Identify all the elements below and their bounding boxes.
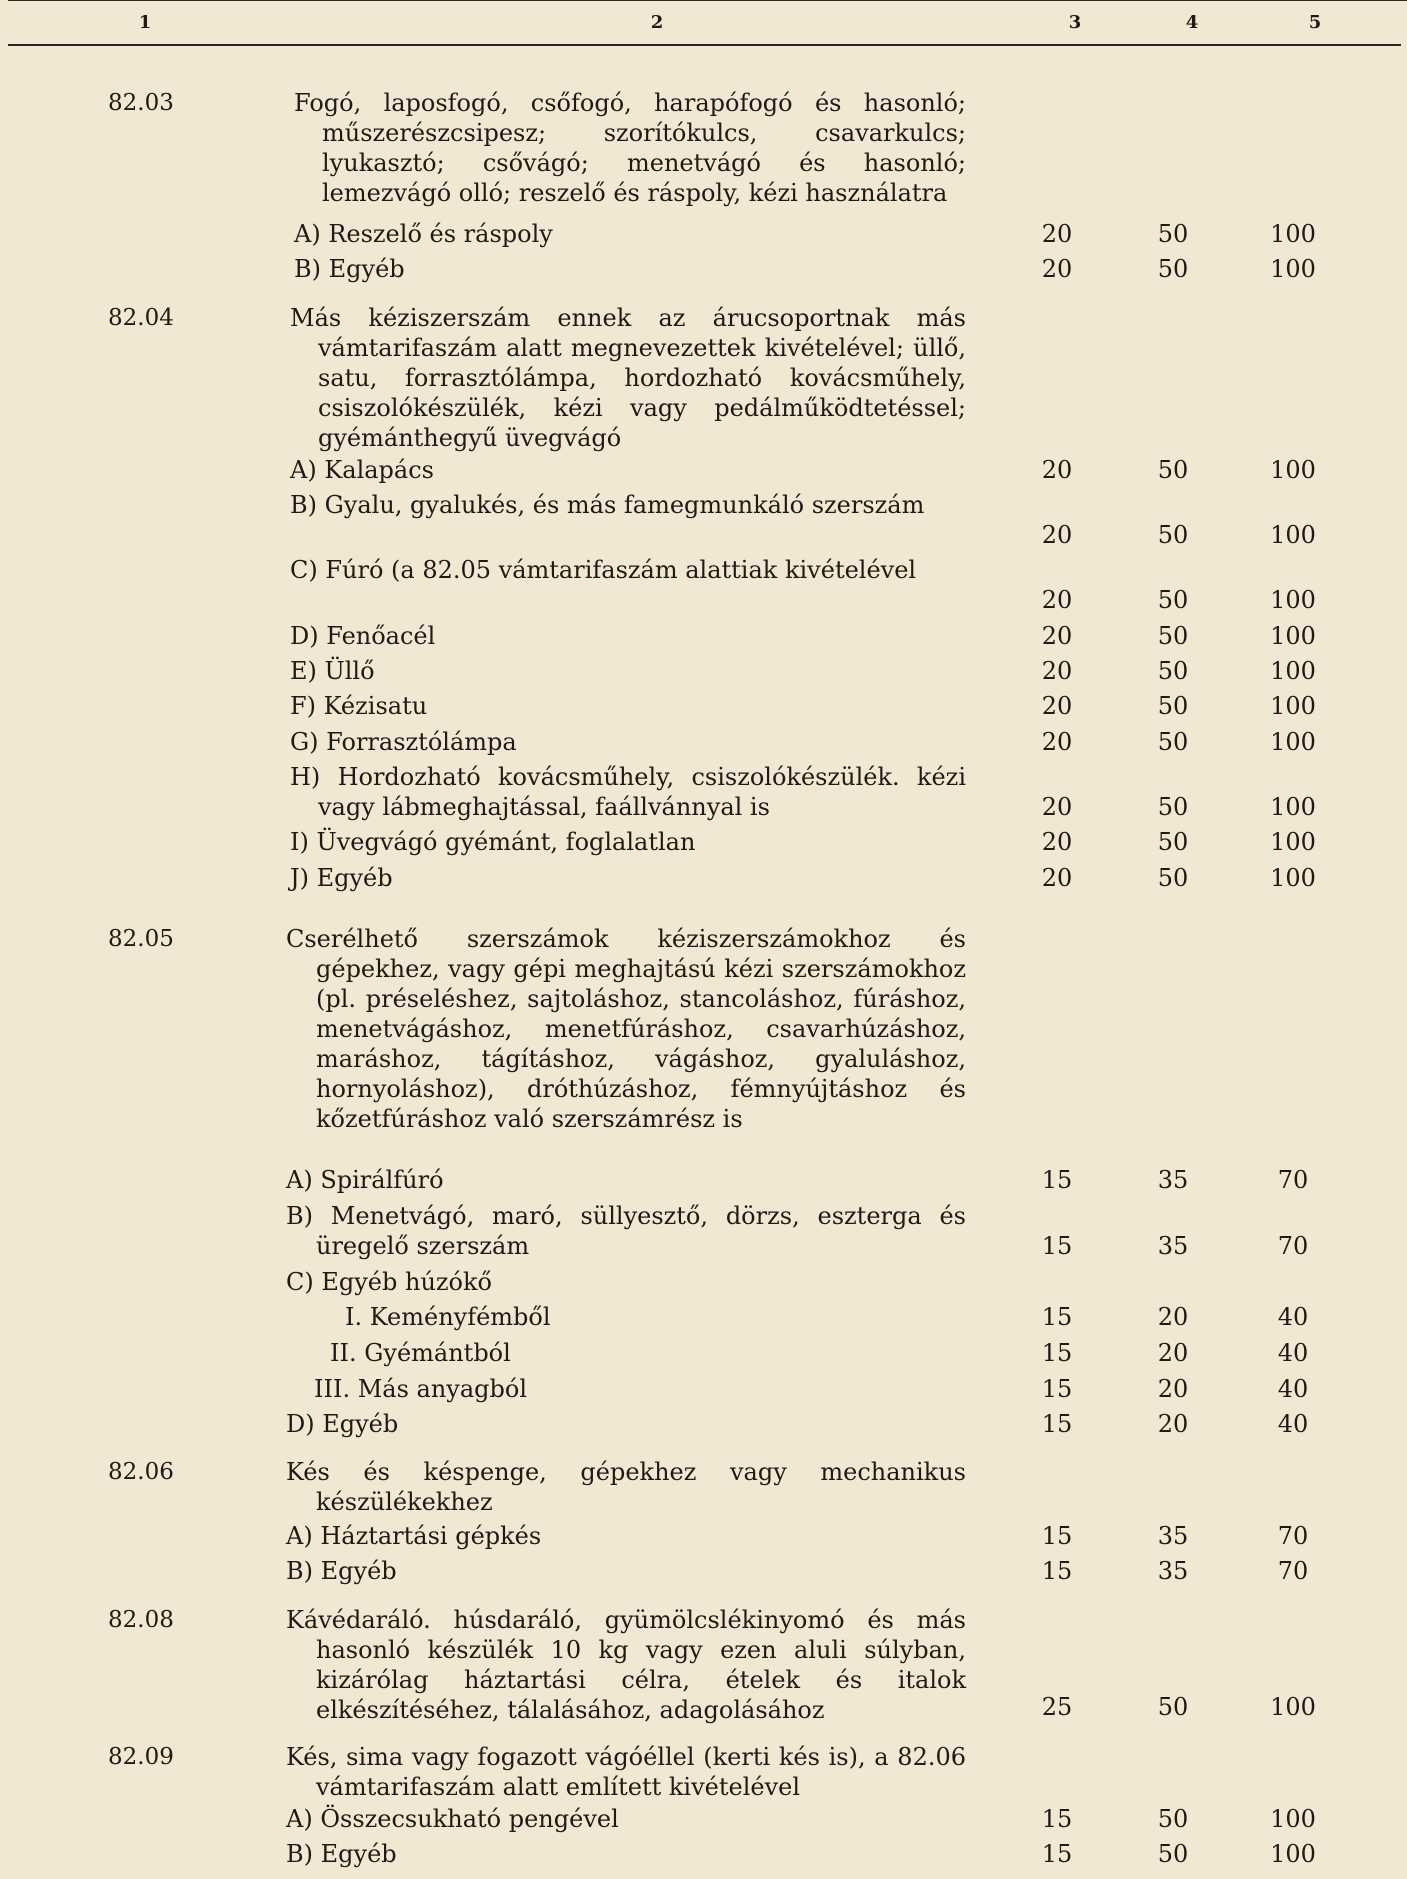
rate-col3: 20 bbox=[1041, 622, 1073, 650]
rate-col3: 15 bbox=[1041, 1805, 1073, 1833]
rate-col4: 35 bbox=[1157, 1232, 1189, 1260]
tariff-description bbox=[290, 303, 966, 453]
rate-col4: 50 bbox=[1157, 586, 1189, 614]
column-header-1: 1 bbox=[138, 12, 152, 33]
rate-col3: 20 bbox=[1041, 521, 1073, 549]
row-label: A) Reszelő és ráspoly bbox=[294, 220, 553, 248]
row-label: D) Egyéb bbox=[286, 1410, 399, 1438]
rate-col4: 50 bbox=[1157, 828, 1189, 856]
rate-col5: 100 bbox=[1270, 864, 1316, 892]
rate-col3: 15 bbox=[1041, 1557, 1073, 1585]
rate-col4: 50 bbox=[1157, 692, 1189, 720]
rate-col4: 50 bbox=[1157, 622, 1189, 650]
rate-col5: 100 bbox=[1270, 622, 1316, 650]
tariff-code: 82.04 bbox=[108, 305, 174, 331]
rate-col4: 50 bbox=[1157, 657, 1189, 685]
row-label: B) Egyéb bbox=[286, 1840, 397, 1868]
row-label: J) Egyéb bbox=[290, 864, 393, 892]
rate-col5: 100 bbox=[1270, 728, 1316, 756]
row-label: III. Más anyagból bbox=[314, 1375, 528, 1403]
row-label: H) Hordozható kovácsműhely, csiszolókészülék. kézi vagy lábmeghajtással, faállvánnyal is bbox=[290, 763, 966, 821]
rate-col4: 35 bbox=[1157, 1557, 1189, 1585]
row-label: A) Összecsukható pengével bbox=[286, 1805, 619, 1833]
rate-col3: 15 bbox=[1041, 1339, 1073, 1367]
rate-col3: 15 bbox=[1041, 1840, 1073, 1868]
rate-col5: 70 bbox=[1277, 1232, 1309, 1260]
rate-col3: 15 bbox=[1041, 1232, 1073, 1260]
description-text: Fogó, laposfogó, csőfogó, harapófogó és hasonló; műszerészcsipesz; szorítókulcs, csavarkulcs; lyukasztó; csővágó; menetvágó és hasonló; lemezvágó olló; reszelő és ráspoly, kézi használatra bbox=[294, 89, 966, 207]
rate-col5: 100 bbox=[1270, 1805, 1316, 1833]
rate-col5: 100 bbox=[1270, 692, 1316, 720]
tariff-code: 82.09 bbox=[108, 1744, 174, 1770]
description-text: Kés és késpenge, gépekhez vagy mechanikus készülékekhez bbox=[286, 1458, 966, 1516]
column-header-3: 3 bbox=[1068, 12, 1082, 33]
row-label: B) Gyalu, gyalukés, és más famegmunkáló szerszám bbox=[290, 491, 925, 519]
rate-col4: 50 bbox=[1157, 1693, 1189, 1721]
tariff-description bbox=[286, 1457, 966, 1517]
row-label: F) Kézisatu bbox=[290, 692, 428, 720]
tariff-code: 82.03 bbox=[108, 90, 174, 116]
column-header-5: 5 bbox=[1308, 12, 1322, 33]
tariff-description bbox=[286, 1605, 966, 1725]
rate-col5: 100 bbox=[1270, 828, 1316, 856]
tariff-description bbox=[286, 924, 966, 1134]
rate-col5: 100 bbox=[1270, 220, 1316, 248]
rate-col4: 50 bbox=[1157, 456, 1189, 484]
rate-col5: 100 bbox=[1270, 456, 1316, 484]
rate-col5: 40 bbox=[1277, 1303, 1309, 1331]
rate-col4: 20 bbox=[1157, 1410, 1189, 1438]
rate-col4: 20 bbox=[1157, 1339, 1189, 1367]
rate-col5: 100 bbox=[1270, 1840, 1316, 1868]
tariff-code: 82.06 bbox=[108, 1459, 174, 1485]
rate-col3: 15 bbox=[1041, 1166, 1073, 1194]
tariff-code: 82.05 bbox=[108, 926, 174, 952]
rate-col5: 70 bbox=[1277, 1166, 1309, 1194]
row-label: A) Spirálfúró bbox=[286, 1166, 444, 1194]
rate-col3: 20 bbox=[1041, 793, 1073, 821]
rate-col4: 50 bbox=[1157, 1805, 1189, 1833]
rate-col3: 20 bbox=[1041, 864, 1073, 892]
rate-col5: 100 bbox=[1270, 657, 1316, 685]
rate-col4: 20 bbox=[1157, 1375, 1189, 1403]
description-text: Kés, sima vagy fogazott vágóéllel (kerti kés is), a 82.06 vámtarifaszám alatt említett kivételével bbox=[286, 1743, 966, 1801]
rate-col5: 40 bbox=[1277, 1375, 1309, 1403]
tariff-description bbox=[294, 88, 966, 208]
rate-col5: 100 bbox=[1270, 521, 1316, 549]
row-label: E) Üllő bbox=[290, 657, 375, 685]
rate-col4: 20 bbox=[1157, 1303, 1189, 1331]
top-rule bbox=[8, 0, 1407, 1]
row-label: II. Gyémántból bbox=[330, 1339, 511, 1367]
rate-col3: 15 bbox=[1041, 1375, 1073, 1403]
row-label: A) Kalapács bbox=[290, 456, 434, 484]
rate-col4: 50 bbox=[1157, 521, 1189, 549]
rate-col5: 100 bbox=[1270, 1693, 1316, 1721]
rate-col5: 70 bbox=[1277, 1522, 1309, 1550]
rate-col5: 100 bbox=[1270, 793, 1316, 821]
row-label: G) Forrasztólámpa bbox=[290, 728, 517, 756]
rate-col3: 15 bbox=[1041, 1303, 1073, 1331]
rate-col4: 50 bbox=[1157, 220, 1189, 248]
rate-col5: 100 bbox=[1270, 255, 1316, 283]
rate-col3: 20 bbox=[1041, 220, 1073, 248]
rate-col3: 20 bbox=[1041, 657, 1073, 685]
column-header-2: 2 bbox=[650, 12, 664, 33]
rate-col5: 100 bbox=[1270, 586, 1316, 614]
column-header-4: 4 bbox=[1185, 12, 1199, 33]
rate-col3: 25 bbox=[1041, 1693, 1073, 1721]
row-label: B) Egyéb bbox=[294, 255, 405, 283]
description-text: Cserélhető szerszámok kéziszerszámokhoz és gépekhez, vagy gépi meghajtású kézi szerszámokhoz (pl. préseléshez, sajtoláshoz, stancoláshoz, fúráshoz, menetvágáshoz, menetfúráshoz, csavarhúzáshoz, maráshoz, tágításhoz, vágáshoz, gyaluláshoz, hornyoláshoz), dróthúzáshoz, fémnyújtáshoz és kőzetfúráshoz való szerszámrész is bbox=[286, 925, 966, 1133]
tariff-code: 82.08 bbox=[108, 1607, 174, 1633]
row-label: C) Fúró (a 82.05 vámtarifaszám alattiak kivételével bbox=[290, 556, 917, 584]
rate-col3: 20 bbox=[1041, 828, 1073, 856]
rate-col3: 20 bbox=[1041, 255, 1073, 283]
row-label: C) Egyéb húzókő bbox=[286, 1268, 492, 1296]
rate-col4: 50 bbox=[1157, 793, 1189, 821]
rate-col3: 20 bbox=[1041, 728, 1073, 756]
description-text: Kávédaráló. húsdaráló, gyümölcslékinyomó és más hasonló készülék 10 kg vagy ezen aluli súlyban, kizárólag háztartási célra, ételek és italok elkészítéséhez, tálalásához, adagolásához bbox=[286, 1606, 966, 1724]
row-label: B) Menetvágó, maró, süllyesztő, dörzs, eszterga és üregelő szerszám bbox=[286, 1202, 966, 1260]
rate-col4: 50 bbox=[1157, 1840, 1189, 1868]
rate-col4: 35 bbox=[1157, 1166, 1189, 1194]
row-label: I) Üvegvágó gyémánt, foglalatlan bbox=[290, 828, 696, 856]
description-text: Más kéziszerszám ennek az árucsoportnak más vámtarifaszám alatt megnevezettek kivételével; üllő, satu, forrasztólámpa, hordozható kovácsműhely, csiszolókészülék, kézi vagy pedálműködtetéssel; gyémánthegyű üvegvágó bbox=[290, 304, 966, 452]
row-label: I. Keményfémből bbox=[345, 1303, 551, 1331]
tariff-description bbox=[286, 1742, 966, 1802]
rate-col3: 15 bbox=[1041, 1410, 1073, 1438]
rate-col4: 50 bbox=[1157, 728, 1189, 756]
row-label: A) Háztartási gépkés bbox=[286, 1522, 542, 1550]
header-rule bbox=[8, 44, 1401, 46]
row-label: B) Egyéb bbox=[286, 1557, 397, 1585]
rate-col4: 50 bbox=[1157, 864, 1189, 892]
rate-col5: 40 bbox=[1277, 1339, 1309, 1367]
rate-col5: 70 bbox=[1277, 1557, 1309, 1585]
rate-col4: 35 bbox=[1157, 1522, 1189, 1550]
rate-col5: 40 bbox=[1277, 1410, 1309, 1438]
row-label: D) Fenőacél bbox=[290, 622, 436, 650]
rate-col3: 15 bbox=[1041, 1522, 1073, 1550]
rate-col3: 20 bbox=[1041, 456, 1073, 484]
rate-col3: 20 bbox=[1041, 586, 1073, 614]
rate-col3: 20 bbox=[1041, 692, 1073, 720]
rate-col4: 50 bbox=[1157, 255, 1189, 283]
